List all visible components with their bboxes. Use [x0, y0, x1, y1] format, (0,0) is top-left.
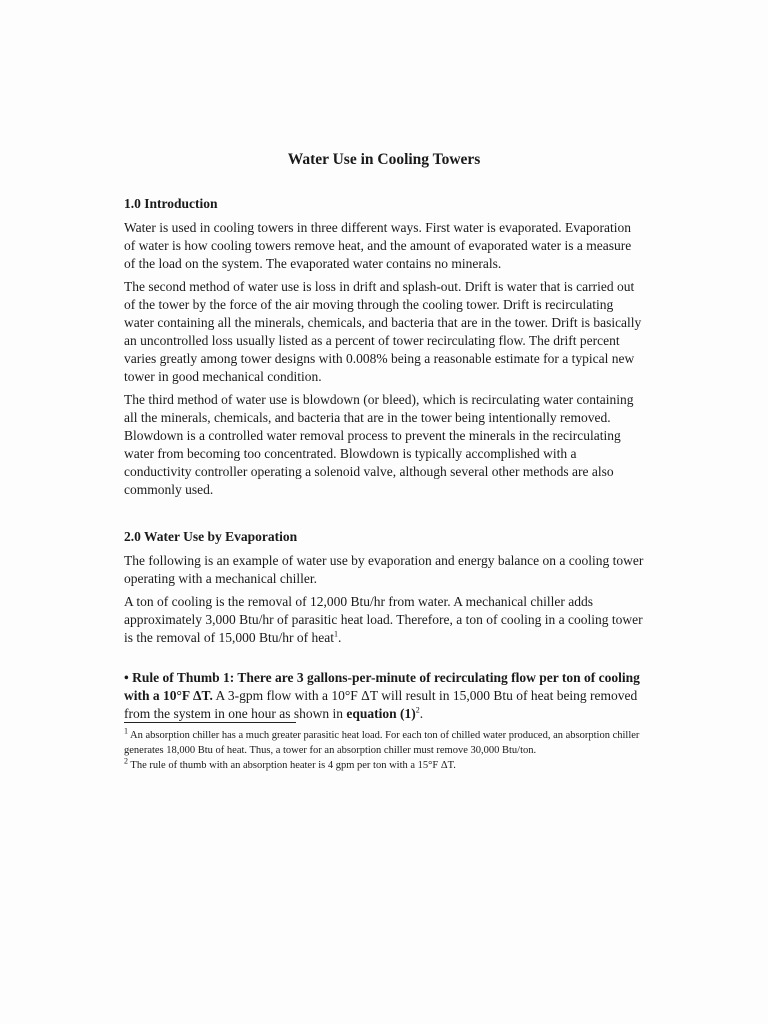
section-1-paragraph-3: The third method of water use is blowdown (or bleed), which is recirculating water containing all the minerals, chemicals, and bacteria that are in the tower being intentionally removed. Blowdown is a controlled water removal process to prevent the minerals in the recirculating water from becoming too concentrated. Blowdown is typically accomplished with a conductivity controller operating a solenoid valve, although several other methods are also commonly used. [124, 392, 634, 497]
footnote-1-marker: 1 [124, 726, 128, 736]
section-1-heading: 1.0 Introduction [124, 196, 218, 211]
section-2-paragraph-2-end: . [337, 630, 342, 645]
section-2-heading: 2.0 Water Use by Evaporation [124, 529, 298, 544]
section-2-paragraph-2 [124, 593, 644, 647]
rule-of-thumb-1 [124, 669, 644, 723]
footnote-2-text: The rule of thumb with an absorption heater is 4 gpm per ton with a 15°F ΔT. [128, 760, 456, 771]
footnote-1 [124, 728, 644, 758]
footnotes [124, 728, 644, 773]
rule-of-thumb-lead: • Rule of Thumb 1: There are 3 gallons-per-minute of recirculating flow per ton of cooling with a 10°F ΔT. [124, 670, 640, 703]
rule-of-thumb-end: . [419, 706, 424, 721]
section-1-paragraph-2: The second method of water use is loss in drift and splash-out. Drift is water that is carried out of the tower by the force of the air moving through the cooling tower. Drift is recirculating water containing all the minerals, chemicals, and bacteria that are in the tower. Drift is basically an uncontrolled loss usually listed as a percent of tower recirculating flow. The drift percent varies greatly among tower designs with 0.008% being a reasonable estimate for a typical new tower in good mechanical condition. [124, 279, 642, 384]
section-2-paragraph-2-text: A ton of cooling is the removal of 12,000 Btu/hr from water. A mechanical chiller adds approximately 3,000 Btu/hr of parasitic heat load. Therefore, a ton of cooling in a cooling tower is the removal of 15,000 Btu/hr of heat [124, 594, 643, 645]
footnote-1-text: An absorption chiller has a much greater parasitic heat load. For each ton of chilled water produced, an absorption chiller generates 18,000 Btu of heat. Thus, a tower for an absorption chiller must remove 30,000 Btu/ton. [124, 730, 640, 756]
document-title: Water Use in Cooling Towers [287, 151, 481, 168]
footnote-divider [124, 722, 296, 723]
section-1-paragraph-1: Water is used in cooling towers in three different ways. First water is evaporated. Evaporation of water is how cooling towers remove heat, and the amount of evaporated water is a measure of the load on the system. The evaporated water contains no minerals. [124, 220, 632, 271]
footnote-ref-1: 1 [333, 629, 338, 639]
footnote-2-marker: 2 [124, 756, 128, 766]
section-2-paragraph-1: The following is an example of water use by evaporation and energy balance on a cooling tower operating with a mechanical chiller. [124, 553, 644, 586]
document-body [124, 195, 644, 737]
footnote-ref-2: 2 [415, 705, 420, 715]
equation-reference: equation (1) [346, 706, 416, 721]
rule-of-thumb-text: A 3-gpm flow with a 10°F ΔT will result in 15,000 Btu of heat being removed from the system in one hour as shown in [124, 688, 638, 721]
footnote-2 [124, 758, 644, 773]
